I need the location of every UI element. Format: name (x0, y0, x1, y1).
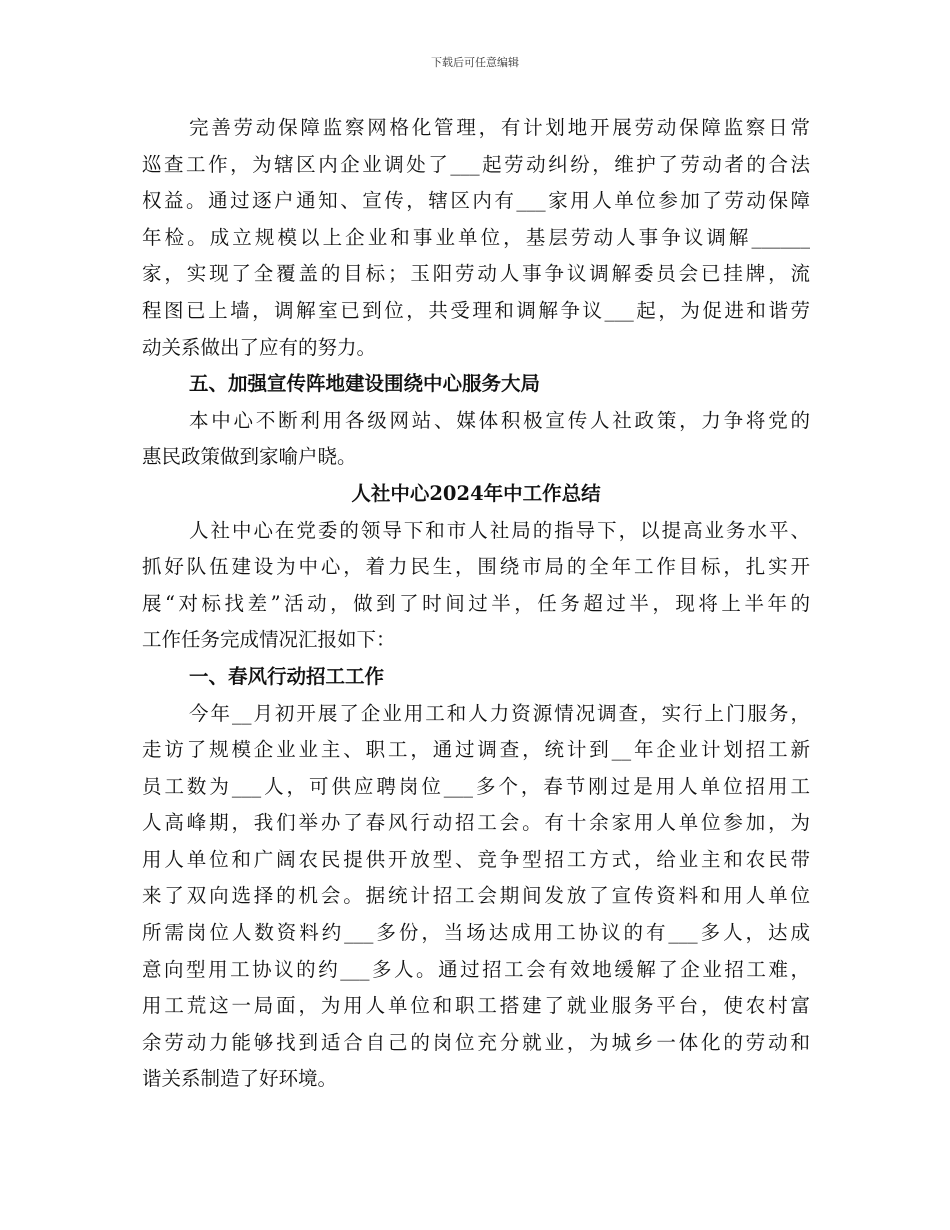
text-line: 余劳动力能够找到适合自己的岗位充分就业，为城乡一体化的劳动和 (142, 1030, 810, 1054)
text-line: 走访了规模企业业主、职工，通过调查，统计到__年企业计划招工新 (142, 738, 810, 762)
text-line: 本中心不断利用各级网站、媒体积极宣传人社政策，力争将党的 (189, 408, 810, 432)
text-line: 动关系做出了应有的努力。 (142, 335, 377, 359)
text-line: 用人单位和广阔农民提供开放型、竞争型招工方式，给业主和农民带 (142, 847, 810, 871)
text-line: 人高峰期，我们举办了春风行动招工会。有十余家用人单位参加，为 (142, 811, 810, 835)
section-heading: 五、加强宣传阵地建设围绕中心服务大局 (189, 372, 541, 396)
text-line: 程图已上墙，调解室已到位，共受理和调解争议___起，为促进和谐劳 (142, 298, 810, 322)
text-line: 抓好队伍建设为中心，着力民生，围绕市局的全年工作目标，扎实开 (142, 555, 810, 579)
text-line: 惠民政策做到家喻户晓。 (142, 445, 357, 469)
text-line: 今年__月初开展了企业用工和人力资源情况调查，实行上门服务， (189, 701, 810, 725)
text-line: 谐关系制造了好环境。 (142, 1067, 338, 1091)
text-line: 人社中心在党委的领导下和市人社局的指导下，以提高业务水平、 (189, 518, 810, 542)
text-line: 巡查工作，为辖区内企业调处了___起劳动纠纷，维护了劳动者的合法 (142, 152, 810, 176)
text-line: 家，实现了全覆盖的目标；玉阳劳动人事争议调解委员会已挂牌，流 (142, 262, 810, 286)
text-line: 用工荒这一局面，为用人单位和职工搭建了就业服务平台，使农村富 (142, 994, 810, 1018)
section-heading: 一、春风行动招工工作 (189, 664, 385, 688)
text-line: 工作任务完成情况汇报如下： (142, 628, 396, 652)
text-line: 展“对标找差”活动，做到了时间过半，任务超过半，现将上半年的 (142, 591, 810, 615)
text-line: 所需岗位人数资料约___多份，当场达成用工协议的有___多人，达成 (142, 921, 810, 945)
header-note: 下载后可任意编辑 (431, 56, 519, 69)
text-line: 意向型用工协议的约___多人。通过招工会有效地缓解了企业招工难， (142, 957, 810, 981)
text-line: 权益。通过逐户通知、宣传，辖区内有___家用人单位参加了劳动保障 (142, 189, 810, 213)
document-body (142, 110, 810, 1098)
text-line: 年检。成立规模以上企业和事业单位，基层劳动人事争议调解______ (142, 225, 810, 249)
text-line: 来了双向选择的机会。据统计招工会期间发放了宣传资料和用人单位 (142, 884, 810, 908)
document-title: 人社中心2024年中工作总结 (351, 481, 601, 505)
text-line: 完善劳动保障监察网格化管理，有计划地开展劳动保障监察日常 (189, 116, 810, 139)
text-line: 员工数为___人，可供应聘岗位___多个，春节刚过是用人单位招用工 (142, 774, 810, 798)
